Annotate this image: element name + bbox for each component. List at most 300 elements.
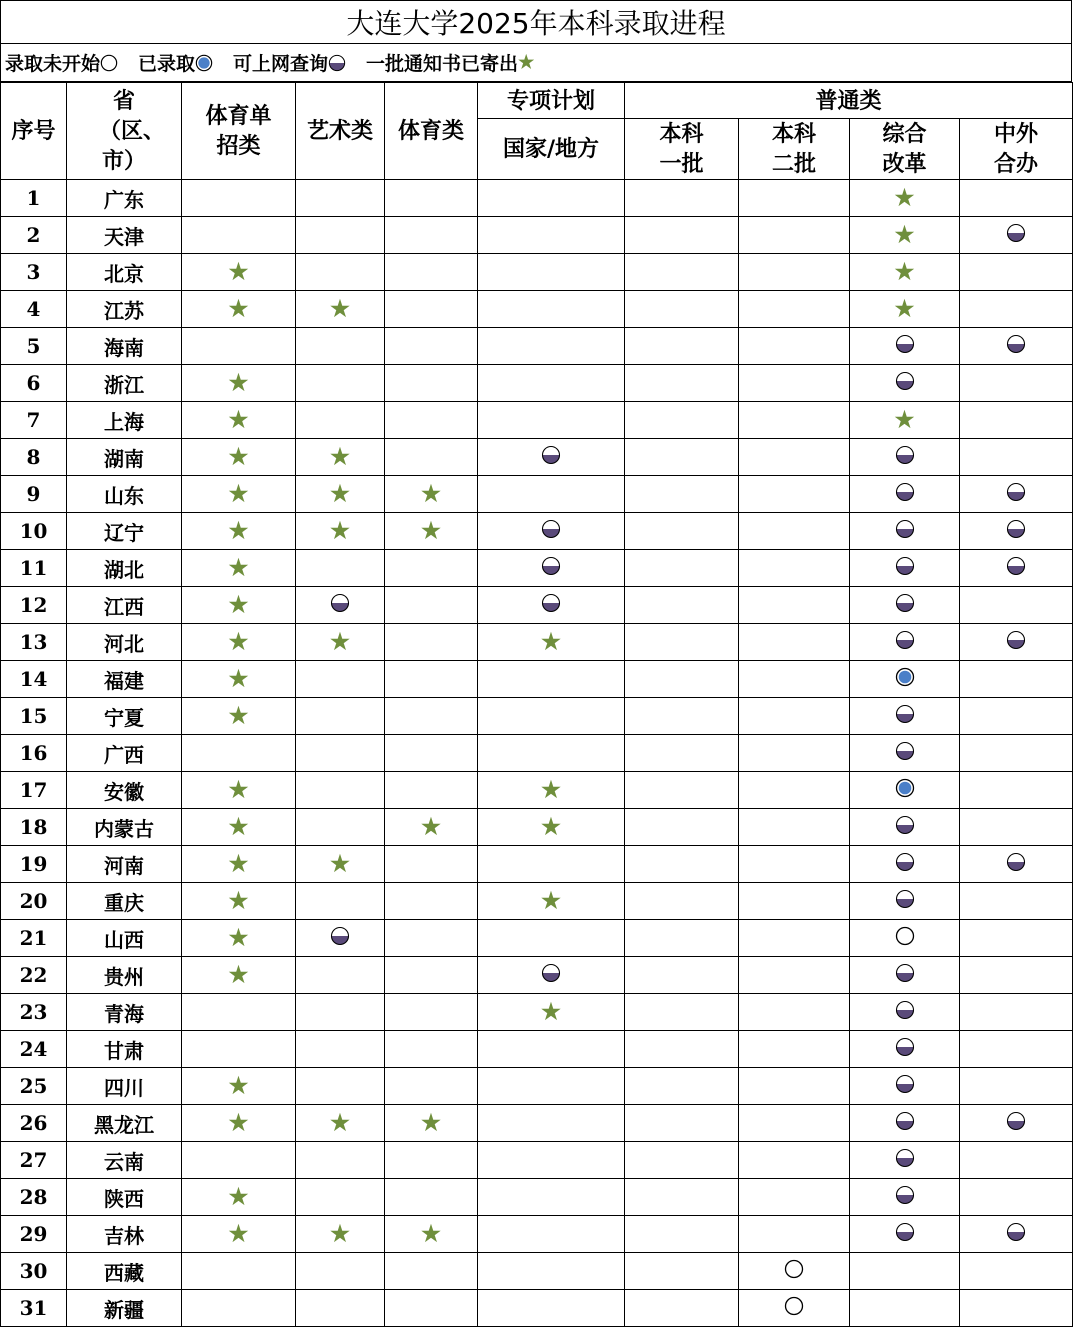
table-row xyxy=(1,994,1073,1031)
status-cell xyxy=(850,1253,960,1290)
page-title: 大连大学2025年本科录取进程 xyxy=(0,0,1072,44)
status-cell xyxy=(182,1216,296,1253)
star-icon: ★ xyxy=(330,851,350,877)
star-icon: ★ xyxy=(330,1221,350,1247)
star-icon: ★ xyxy=(228,555,249,581)
status-cell xyxy=(625,957,739,994)
status-cell xyxy=(182,476,296,513)
status-cell xyxy=(625,1216,739,1253)
star-icon: ★ xyxy=(228,925,249,951)
legend-label: 已录取 xyxy=(138,53,196,75)
status-cell xyxy=(296,439,385,476)
star-icon: ★ xyxy=(228,888,249,914)
status-cell xyxy=(182,328,296,365)
status-cell xyxy=(296,1068,385,1105)
star-icon: ★ xyxy=(228,1073,249,1099)
status-cell xyxy=(739,1179,850,1216)
half-circle-icon xyxy=(895,371,915,391)
status-cell xyxy=(625,1105,739,1142)
status-cell xyxy=(850,476,960,513)
status-cell xyxy=(739,883,850,920)
status-cell xyxy=(385,1216,478,1253)
star-icon: ★ xyxy=(228,629,249,655)
admission-progress-table xyxy=(0,82,1073,1327)
status-cell xyxy=(385,1105,478,1142)
status-cell xyxy=(625,365,739,402)
table-row xyxy=(1,365,1073,402)
status-cell xyxy=(478,772,625,809)
half-circle-icon xyxy=(895,1222,915,1242)
status-cell xyxy=(478,328,625,365)
half-circle-icon xyxy=(895,889,915,909)
status-cell xyxy=(296,846,385,883)
status-cell xyxy=(478,957,625,994)
half-circle-icon xyxy=(1006,852,1026,872)
status-cell xyxy=(739,439,850,476)
status-cell xyxy=(739,402,850,439)
status-cell xyxy=(850,180,960,217)
province-name: 四川 xyxy=(67,1068,182,1105)
status-cell xyxy=(182,661,296,698)
status-cell xyxy=(385,1031,478,1068)
status-cell xyxy=(850,217,960,254)
status-cell xyxy=(296,328,385,365)
status-cell xyxy=(182,1179,296,1216)
status-cell xyxy=(960,994,1073,1031)
status-cell xyxy=(182,846,296,883)
table-row xyxy=(1,402,1073,439)
row-index: 7 xyxy=(1,402,67,439)
star-icon: ★ xyxy=(541,629,561,655)
status-cell xyxy=(960,920,1073,957)
status-cell xyxy=(296,587,385,624)
status-cell xyxy=(478,1216,625,1253)
status-cell xyxy=(739,291,850,328)
province-name: 山西 xyxy=(67,920,182,957)
star-icon: ★ xyxy=(894,296,915,322)
star-icon: ★ xyxy=(228,296,249,322)
status-cell xyxy=(850,1142,960,1179)
status-cell xyxy=(739,1105,850,1142)
status-cell xyxy=(478,550,625,587)
star-icon: ★ xyxy=(330,629,350,655)
status-cell xyxy=(385,1068,478,1105)
half-circle-icon xyxy=(895,519,915,539)
star-icon: ★ xyxy=(421,518,441,544)
star-icon: ★ xyxy=(228,518,249,544)
table-row xyxy=(1,735,1073,772)
row-index: 19 xyxy=(1,846,67,883)
star-icon: ★ xyxy=(228,777,249,803)
half-circle-icon xyxy=(895,1000,915,1020)
status-cell xyxy=(850,1031,960,1068)
status-cell xyxy=(739,587,850,624)
half-circle-icon xyxy=(895,1185,915,1205)
status-cell xyxy=(182,1253,296,1290)
status-cell xyxy=(478,920,625,957)
status-cell xyxy=(625,217,739,254)
status-cell xyxy=(850,402,960,439)
status-cell xyxy=(385,217,478,254)
table-row xyxy=(1,698,1073,735)
status-cell xyxy=(960,180,1073,217)
status-cell xyxy=(850,587,960,624)
star-icon: ★ xyxy=(228,481,249,507)
header-special-plan: 专项计划 xyxy=(478,83,625,119)
status-cell xyxy=(960,809,1073,846)
table-row xyxy=(1,1142,1073,1179)
table-row xyxy=(1,1216,1073,1253)
half-circle-icon xyxy=(541,519,561,539)
status-cell xyxy=(478,994,625,1031)
header-index: 序号 xyxy=(1,83,67,180)
header-art: 艺术类 xyxy=(296,83,385,180)
status-cell xyxy=(625,735,739,772)
status-cell xyxy=(625,439,739,476)
status-cell xyxy=(182,254,296,291)
status-cell xyxy=(625,513,739,550)
status-cell xyxy=(960,846,1073,883)
half-circle-icon xyxy=(330,926,350,946)
status-cell xyxy=(960,1105,1073,1142)
status-cell xyxy=(385,920,478,957)
half-circle-icon xyxy=(895,1111,915,1131)
half-circle-icon xyxy=(895,445,915,465)
status-cell xyxy=(296,1105,385,1142)
row-index: 4 xyxy=(1,291,67,328)
admitted-circle-icon xyxy=(895,778,915,798)
status-cell xyxy=(296,920,385,957)
status-cell xyxy=(850,735,960,772)
star-icon: ★ xyxy=(228,1184,249,1210)
status-cell xyxy=(739,846,850,883)
star-icon: ★ xyxy=(228,444,249,470)
status-cell xyxy=(739,217,850,254)
status-cell xyxy=(739,1142,850,1179)
star-icon: ★ xyxy=(228,1221,249,1247)
table-row xyxy=(1,1290,1073,1327)
status-cell xyxy=(850,994,960,1031)
half-circle-icon xyxy=(541,445,561,465)
status-cell xyxy=(182,698,296,735)
legend-label: 一批通知书已寄出 xyxy=(366,53,519,75)
status-cell xyxy=(296,809,385,846)
status-cell xyxy=(385,698,478,735)
status-cell xyxy=(478,1179,625,1216)
status-cell xyxy=(739,661,850,698)
header-sports-single: 体育单招类 xyxy=(182,83,296,180)
star-icon: ★ xyxy=(894,259,915,285)
province-name: 广西 xyxy=(67,735,182,772)
status-cell xyxy=(296,1142,385,1179)
province-name: 吉林 xyxy=(67,1216,182,1253)
status-cell xyxy=(385,735,478,772)
status-cell xyxy=(960,291,1073,328)
status-cell xyxy=(478,1142,625,1179)
status-cell xyxy=(850,254,960,291)
table-row xyxy=(1,439,1073,476)
status-cell xyxy=(478,809,625,846)
status-cell xyxy=(850,1105,960,1142)
status-cell xyxy=(385,402,478,439)
status-cell xyxy=(739,180,850,217)
status-cell xyxy=(850,550,960,587)
province-name: 青海 xyxy=(67,994,182,1031)
legend xyxy=(0,44,1072,82)
status-cell xyxy=(296,661,385,698)
province-name: 内蒙古 xyxy=(67,809,182,846)
star-icon: ★ xyxy=(330,296,350,322)
status-cell xyxy=(478,513,625,550)
province-name: 江西 xyxy=(67,587,182,624)
status-cell xyxy=(960,1068,1073,1105)
row-index: 12 xyxy=(1,587,67,624)
status-cell xyxy=(182,624,296,661)
status-cell xyxy=(739,809,850,846)
status-cell xyxy=(182,1105,296,1142)
status-cell xyxy=(960,217,1073,254)
status-cell xyxy=(182,1290,296,1327)
header-sports: 体育类 xyxy=(385,83,478,180)
star-icon: ★ xyxy=(541,888,561,914)
empty-circle-icon xyxy=(895,926,915,946)
status-cell xyxy=(739,476,850,513)
row-index: 22 xyxy=(1,957,67,994)
row-index: 20 xyxy=(1,883,67,920)
status-cell xyxy=(960,957,1073,994)
status-cell xyxy=(739,957,850,994)
row-index: 30 xyxy=(1,1253,67,1290)
star-icon: ★ xyxy=(894,407,915,433)
status-cell xyxy=(385,661,478,698)
status-cell xyxy=(296,402,385,439)
province-name: 陕西 xyxy=(67,1179,182,1216)
status-cell xyxy=(385,180,478,217)
status-cell xyxy=(478,1290,625,1327)
header-batch2: 本科二批 xyxy=(739,119,850,180)
half-circle-icon xyxy=(1006,334,1026,354)
row-index: 13 xyxy=(1,624,67,661)
status-cell xyxy=(385,254,478,291)
province-name: 河北 xyxy=(67,624,182,661)
status-cell xyxy=(478,217,625,254)
legend-item xyxy=(5,49,118,76)
legend-label: 录取未开始 xyxy=(5,53,101,75)
status-cell xyxy=(850,846,960,883)
province-name: 新疆 xyxy=(67,1290,182,1327)
status-cell xyxy=(296,550,385,587)
status-cell xyxy=(625,180,739,217)
status-cell xyxy=(625,698,739,735)
status-cell xyxy=(625,1290,739,1327)
status-cell xyxy=(625,587,739,624)
status-cell xyxy=(478,180,625,217)
province-name: 辽宁 xyxy=(67,513,182,550)
status-cell xyxy=(478,624,625,661)
legend-label: 可上网查询 xyxy=(233,53,329,75)
status-cell xyxy=(385,1179,478,1216)
table-row xyxy=(1,328,1073,365)
status-cell xyxy=(850,1068,960,1105)
star-icon: ★ xyxy=(421,1221,441,1247)
province-name: 北京 xyxy=(67,254,182,291)
status-cell xyxy=(850,920,960,957)
status-cell xyxy=(960,1216,1073,1253)
table-row xyxy=(1,661,1073,698)
status-cell xyxy=(739,1253,850,1290)
status-cell xyxy=(182,402,296,439)
table-row xyxy=(1,846,1073,883)
row-index: 10 xyxy=(1,513,67,550)
status-cell xyxy=(478,365,625,402)
status-cell xyxy=(850,365,960,402)
status-cell xyxy=(739,920,850,957)
admitted-circle-icon xyxy=(195,54,213,72)
row-index: 9 xyxy=(1,476,67,513)
status-cell xyxy=(960,772,1073,809)
province-name: 宁夏 xyxy=(67,698,182,735)
province-name: 甘肃 xyxy=(67,1031,182,1068)
table-row xyxy=(1,254,1073,291)
status-cell xyxy=(182,365,296,402)
status-cell xyxy=(182,1068,296,1105)
table-row xyxy=(1,587,1073,624)
table-row xyxy=(1,1105,1073,1142)
row-index: 8 xyxy=(1,439,67,476)
status-cell xyxy=(296,735,385,772)
status-cell xyxy=(478,254,625,291)
half-circle-icon xyxy=(1006,223,1026,243)
status-cell xyxy=(850,809,960,846)
status-cell xyxy=(739,550,850,587)
status-cell xyxy=(739,328,850,365)
status-cell xyxy=(478,587,625,624)
admitted-circle-icon xyxy=(895,667,915,687)
row-index: 6 xyxy=(1,365,67,402)
status-cell xyxy=(850,772,960,809)
half-circle-icon xyxy=(328,54,346,72)
status-cell xyxy=(625,1031,739,1068)
status-cell xyxy=(625,772,739,809)
status-cell xyxy=(385,994,478,1031)
status-cell xyxy=(850,698,960,735)
status-cell xyxy=(850,1290,960,1327)
status-cell xyxy=(625,661,739,698)
star-icon: ★ xyxy=(228,259,249,285)
status-cell xyxy=(296,291,385,328)
status-cell xyxy=(850,513,960,550)
table-row xyxy=(1,1253,1073,1290)
status-cell xyxy=(296,1216,385,1253)
status-cell xyxy=(850,1216,960,1253)
star-icon: ★ xyxy=(894,222,915,248)
status-cell xyxy=(739,735,850,772)
status-cell xyxy=(625,1068,739,1105)
status-cell xyxy=(478,698,625,735)
status-cell xyxy=(625,291,739,328)
legend-item xyxy=(233,49,346,76)
status-cell xyxy=(182,772,296,809)
status-cell xyxy=(850,1179,960,1216)
province-name: 云南 xyxy=(67,1142,182,1179)
row-index: 24 xyxy=(1,1031,67,1068)
status-cell xyxy=(385,476,478,513)
status-cell xyxy=(296,698,385,735)
status-cell xyxy=(739,1068,850,1105)
row-index: 2 xyxy=(1,217,67,254)
status-cell xyxy=(625,402,739,439)
status-cell xyxy=(625,846,739,883)
status-cell xyxy=(182,587,296,624)
star-icon: ★ xyxy=(228,407,249,433)
half-circle-icon xyxy=(895,852,915,872)
table-row xyxy=(1,291,1073,328)
status-cell xyxy=(850,957,960,994)
half-circle-icon xyxy=(541,593,561,613)
province-name: 天津 xyxy=(67,217,182,254)
half-circle-icon xyxy=(895,556,915,576)
half-circle-icon xyxy=(895,1037,915,1057)
status-cell xyxy=(739,698,850,735)
status-cell xyxy=(625,883,739,920)
legend-item xyxy=(138,49,213,76)
status-cell xyxy=(385,291,478,328)
star-icon: ★ xyxy=(541,814,561,840)
status-cell xyxy=(960,1142,1073,1179)
half-circle-icon xyxy=(895,334,915,354)
star-icon: ★ xyxy=(541,777,561,803)
status-cell xyxy=(478,291,625,328)
status-cell xyxy=(182,883,296,920)
row-index: 14 xyxy=(1,661,67,698)
empty-circle-icon xyxy=(784,1259,804,1279)
status-cell xyxy=(625,1179,739,1216)
status-cell xyxy=(850,291,960,328)
star-icon: ★ xyxy=(330,1110,350,1136)
status-cell xyxy=(739,624,850,661)
status-cell xyxy=(296,217,385,254)
header-batch1: 本科一批 xyxy=(625,119,739,180)
status-cell xyxy=(739,772,850,809)
half-circle-icon xyxy=(895,482,915,502)
status-cell xyxy=(960,735,1073,772)
status-cell xyxy=(960,698,1073,735)
star-icon: ★ xyxy=(541,999,561,1025)
star-icon: ★ xyxy=(330,518,350,544)
status-cell xyxy=(385,846,478,883)
star-icon: ★ xyxy=(228,703,249,729)
half-circle-icon xyxy=(1006,1222,1026,1242)
status-cell xyxy=(478,846,625,883)
half-circle-icon xyxy=(541,556,561,576)
status-cell xyxy=(478,1068,625,1105)
status-cell xyxy=(182,1031,296,1068)
status-cell xyxy=(385,772,478,809)
status-cell xyxy=(739,1216,850,1253)
half-circle-icon xyxy=(895,963,915,983)
half-circle-icon xyxy=(895,593,915,613)
row-index: 25 xyxy=(1,1068,67,1105)
row-index: 27 xyxy=(1,1142,67,1179)
status-cell xyxy=(385,439,478,476)
table-row xyxy=(1,513,1073,550)
status-cell xyxy=(960,254,1073,291)
status-cell xyxy=(385,624,478,661)
status-cell xyxy=(960,661,1073,698)
province-name: 河南 xyxy=(67,846,182,883)
row-index: 26 xyxy=(1,1105,67,1142)
province-name: 广东 xyxy=(67,180,182,217)
